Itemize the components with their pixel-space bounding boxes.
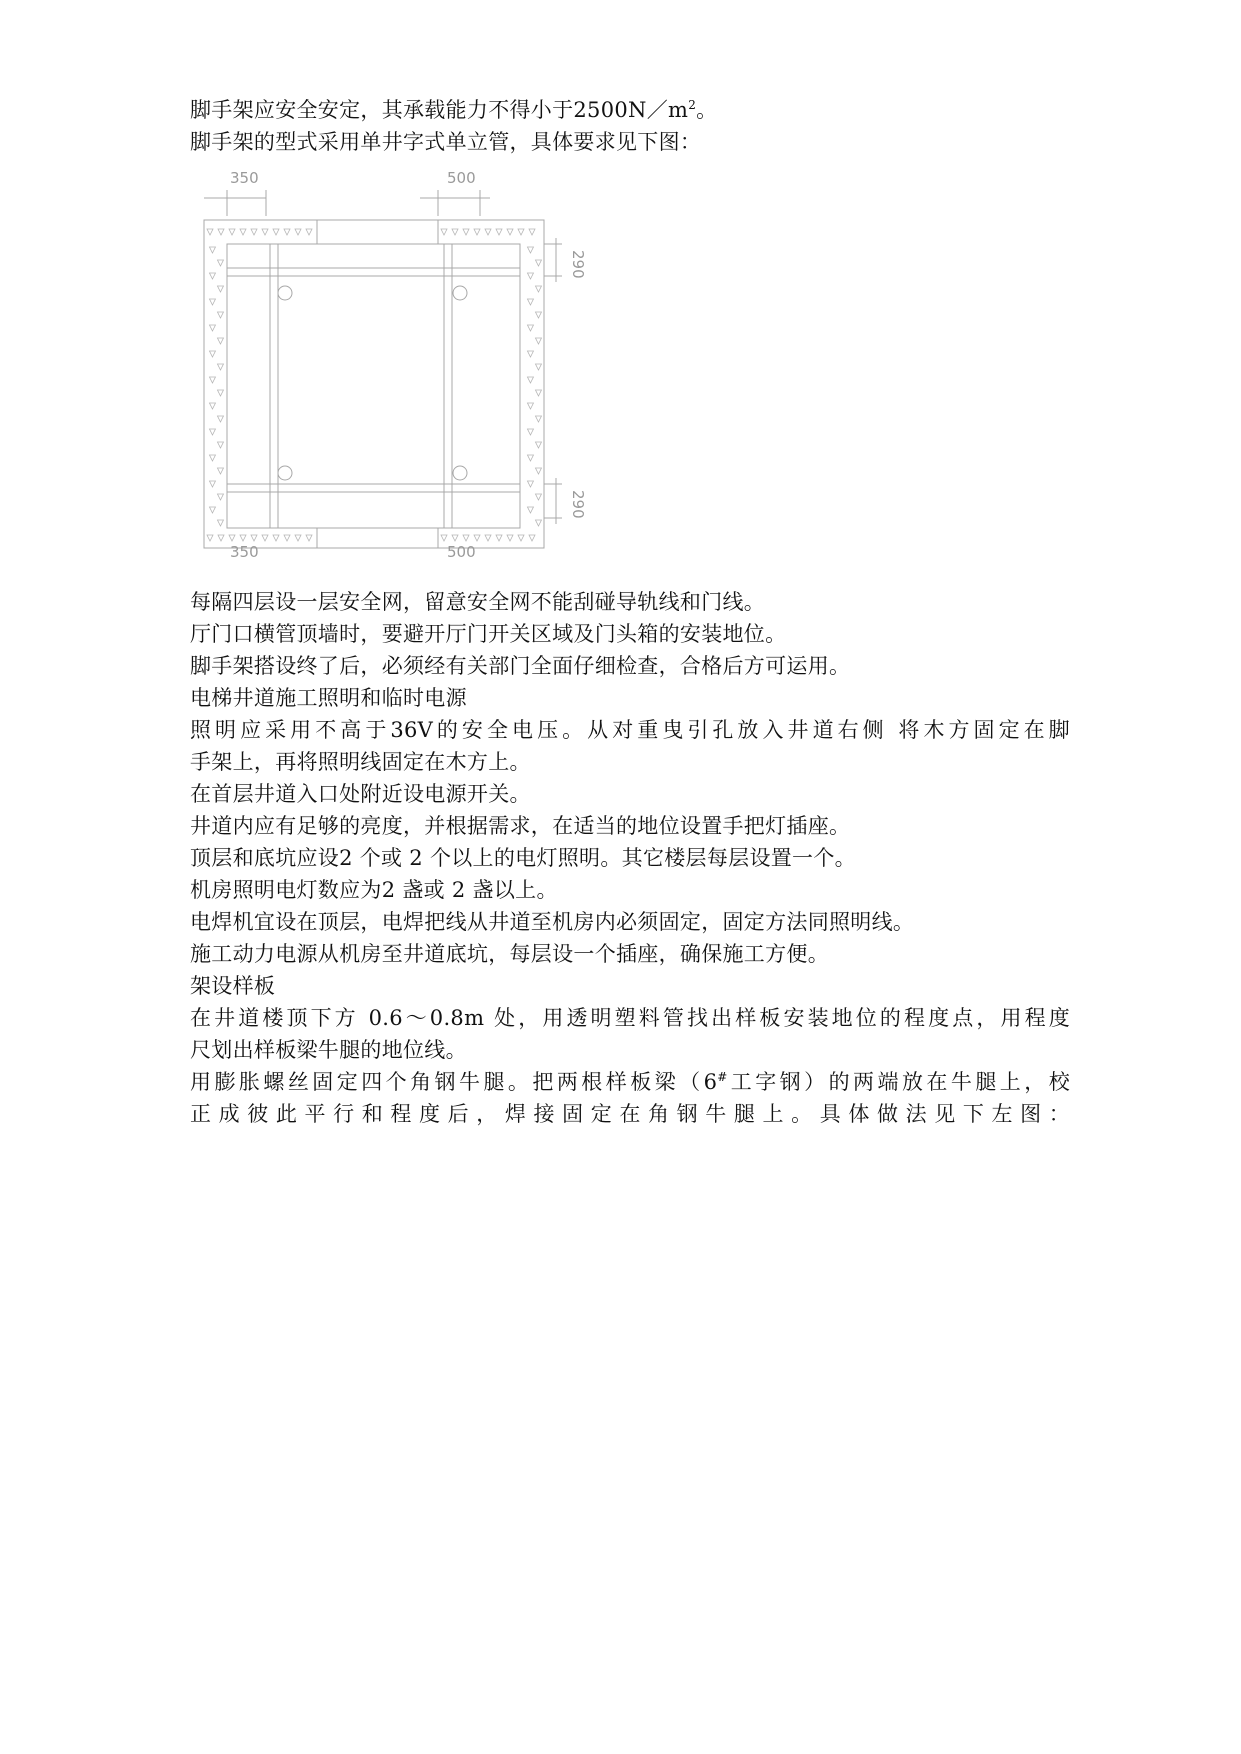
brightness-text: 井道内应有足够的亮度，并根据需求，在适当的地位设置手把灯插座。 bbox=[190, 814, 851, 838]
scaffold-type-text: 脚手架的型式采用单井字式单立管，具体要求见下图： bbox=[190, 130, 702, 154]
dimension-labels bbox=[230, 169, 587, 558]
machine-room-lamp-text: 机房照明电灯数应为2 盏或 2 盏以上。 bbox=[190, 878, 558, 902]
door-tube-text: 厅门口横管顶墙时，要避开厅门开关区域及门头箱的安装地位。 bbox=[190, 622, 787, 646]
top-pit-lamp-text: 顶层和底坑应设2 个或 2 个以上的电灯照明。其它楼层每层设置一个。 bbox=[190, 846, 856, 870]
scaffold-load-text: 脚手架应安全安定，其承载能力不得小于$2500N/m^2$。 bbox=[190, 98, 718, 122]
inspection-text: 脚手架搭设终了后，必须经有关部门全面仔细检查，合格后方可运用。 bbox=[190, 654, 851, 678]
template-level-text: 在井道楼顶下方 0.6～0.8m 处，用透明塑料管找出样板安装地位的程度点，用程度 bbox=[190, 1006, 1070, 1030]
safety-net-text: 每隔四层设一层安全网，留意安全网不能刮碰导轨线和门线。 bbox=[190, 590, 766, 614]
section-heading-template: 架设样板 bbox=[190, 974, 276, 998]
welder-text: 电焊机宜设在顶层，电焊把线从井道至机房内必须固定，固定方法同照明线。 bbox=[190, 910, 915, 934]
section-heading-lighting: 电梯井道施工照明和临时电源 bbox=[190, 686, 467, 710]
lighting-voltage-text-cont: 手架上，再将照明线固定在木方上。 bbox=[190, 750, 531, 774]
scaffold-plan-diagram bbox=[190, 168, 610, 558]
dim-bottom-right: 500 bbox=[447, 543, 476, 558]
bracket-text-cont: 正成彼此平行和程度后，焊接固定在角钢牛腿上。具体做法见下左图： bbox=[190, 1102, 1070, 1126]
bracket-text: 用膨胀螺丝固定四个角钢牛腿。把两根样板梁（6#工字钢）的两端放在牛腿上，校 bbox=[190, 1070, 1070, 1094]
dim-top-left: 350 bbox=[230, 169, 259, 187]
template-level-text-cont: 尺划出样板梁牛腿的地位线。 bbox=[190, 1038, 467, 1062]
power-source-text: 施工动力电源从机房至井道底坑，每层设一个插座，确保施工方便。 bbox=[190, 942, 829, 966]
lighting-voltage-text: 照明应采用不高于36V的安全电压。从对重曳引孔放入井道右侧 将木方固定在脚 bbox=[190, 718, 1070, 742]
dim-right-top: 290 bbox=[569, 250, 587, 279]
dim-right-bottom: 290 bbox=[569, 490, 587, 519]
power-switch-text: 在首层井道入口处附近设电源开关。 bbox=[190, 782, 531, 806]
dim-bottom-left: 350 bbox=[230, 543, 259, 558]
dim-top-right: 500 bbox=[447, 169, 476, 187]
